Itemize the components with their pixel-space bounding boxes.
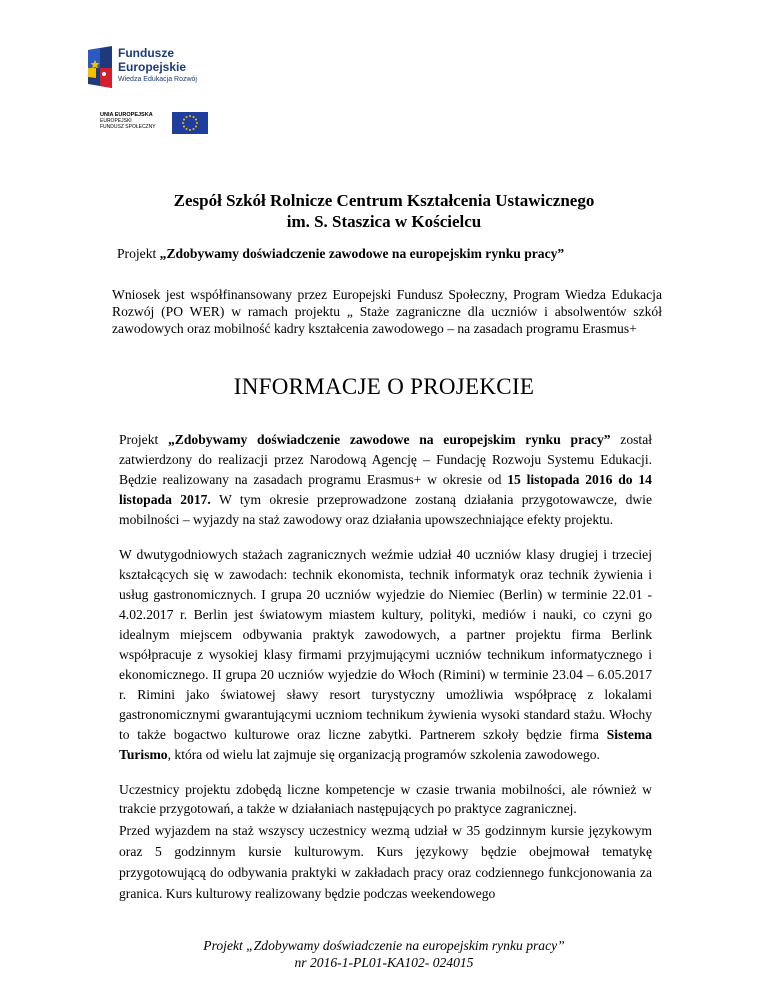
school-name-line2: im. S. Staszica w Kościelcu [286, 212, 482, 231]
eu-logo-text [100, 112, 170, 130]
page-footer [0, 937, 768, 971]
eu-logo [92, 106, 212, 136]
footer-project-name: Projekt „Zdobywamy doświadczenie na europejskim rynku pracy” [203, 938, 565, 953]
fundusze-europejskie-logo [86, 40, 216, 100]
project-title [117, 246, 564, 262]
section-heading: INFORMACJE O PROJEKCIE [233, 374, 535, 399]
fe-logo-tagline: Wiedza Edukacja Rozwój [118, 76, 197, 83]
p1-dates: 15 listopada 2016 do 14 listopada 2017. [119, 472, 652, 507]
project-name: „Zdobywamy doświadczenie zawodowe na europejskim rynku pracy” [159, 246, 565, 261]
project-prefix: Projekt [117, 246, 160, 261]
p1-project-name: „Zdobywamy doświadczenie zawodowe na europejskim rynku pracy” [168, 432, 611, 447]
eu-flag-icon [172, 112, 208, 134]
p1-text-a: Projekt [119, 432, 168, 447]
p2-text-a: W dwutygodniowych stażach zagranicznych weźmie udział 40 uczniów klasy drugiej i trzeciej kształcących się w zawodach: technik ekonomista, technik informatyk oraz technik żywienia i usług gastronomicznych. I grupa 20 uczniów wyjedzie do Niemiec (Berlin) w terminie 22.01 - 4.02.2017 r. Berlin jest światowym miastem kultury, polityki, mediów i nauki, co czyni go idealnym miejscem odbywania praktyk zawodowych, a partner projektu firma Berlink współpracuje z wysokiej klasy firmami przyjmującymi uczniów technikum informatycznego i ekonomicznego. II grupa 20 uczniów wyjedzie do Włoch (Rimini) w terminie 23.04 – 6.05.2017 r. Rimini jako światowej sławy resort turystyczny umożliwia współpracę z lokalami gastronomicznymi gwarantującymi uczniom technikum żywienia wysoki standard stażu. Włochy to także bogactwo kulturowe oraz liczne zabytki. Partnerem szkoły będzie firma [119, 547, 652, 742]
eu-logo-line2: EUROPEJSKI [100, 118, 132, 124]
school-name-line1: Zespół Szkół Rolnicze Centrum Kształcenia Ustawicznego [173, 191, 595, 210]
fe-logo-line2: Europejskie [118, 60, 187, 74]
eu-logo-line3: FUNDUSZ SPOŁECZNY [100, 124, 156, 130]
paragraph-project-info [119, 430, 652, 530]
p1-text-e: W tym okresie przeprowadzone zostaną działania przygotowawcze, dwie mobilności – wyjazdy na staż zawodowy oraz działania upowszechniające efekty projektu. [119, 492, 652, 527]
paragraph-internships [119, 545, 652, 765]
paragraph-courses: Przed wyjazdem na staż wszyscy uczestnicy wezmą udział w 35 godzinnym kursie językowym oraz 5 godzinnym kursie kulturowym. Kurs językowy będzie obejmował tematykę przygotowującą do odbywania praktyki w zakładach pracy oraz codziennego funkcjonowania za granica. Kurs kulturowy realizowany będzie podczas weekendowego [119, 823, 652, 901]
cofinancing-notice: Wniosek jest współfinansowany przez Europejski Fundusz Społeczny, Program Wiedza Edukacja Rozwój (PO WER) w ramach projektu „ Staże zagraniczne dla uczniów i absolwentów szkół zawodowych oraz mobilność kadry kształcenia zawodowego – na zasadach programu Erasmus+ [112, 287, 662, 336]
eu-logo-line1: UNIA EUROPEJSKA [100, 112, 153, 118]
fe-flag-icon [86, 44, 116, 92]
p2-partner-name: Sistema Turismo [119, 727, 652, 762]
fe-logo-line1: Fundusze [118, 46, 174, 60]
p2-text-c: , która od wielu lat zajmuje się organizacją programów szkolenia zawodowego. [167, 747, 600, 762]
paragraph-competences: Uczestnicy projektu zdobędą liczne kompetencje w czasie trwania mobilności, ale również w trakcie przygotowań, a także w działaniach następujących po praktyce zagranicznej. [119, 782, 652, 816]
footer-project-number: nr 2016-1-PL01-KA102- 024015 [294, 955, 474, 970]
p1-text-c: został zatwierdzony do realizacji przez Narodową Agencję – Fundację Rozwoju Systemu Edukacji. Będzie realizowany na zasadach programu Erasmus+ w okresie od [119, 432, 653, 487]
